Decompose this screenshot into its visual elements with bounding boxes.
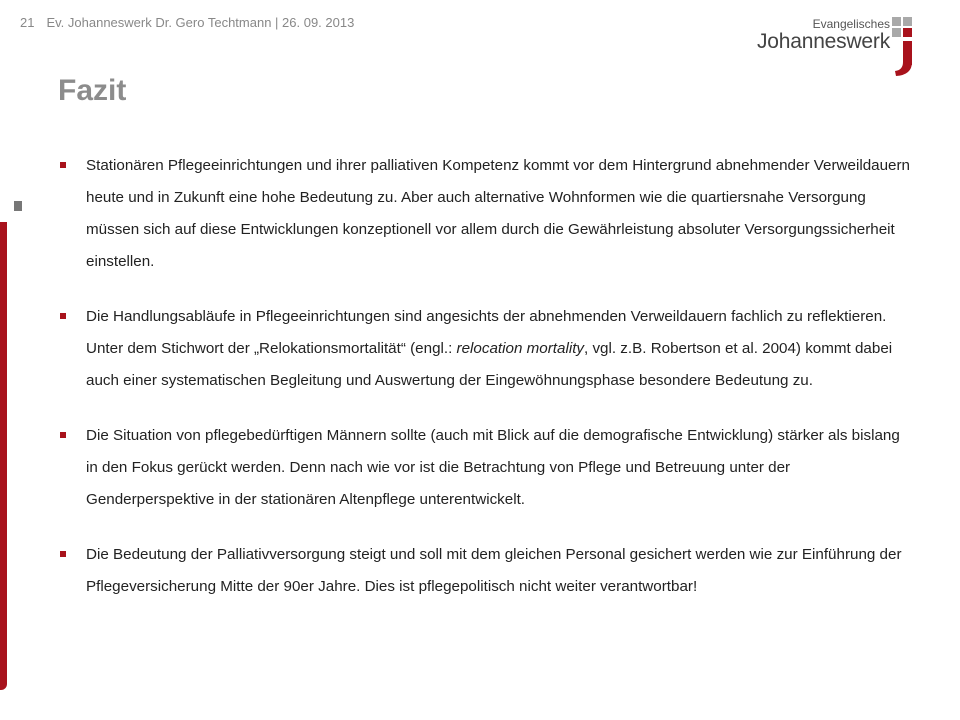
slide-header: [20, 15, 354, 30]
logo-line-johanneswerk: Johanneswerk: [756, 30, 890, 53]
page-title: Fazit: [58, 74, 127, 107]
bullet-text-italic-term: relocation mortality: [456, 340, 585, 357]
bullet-item: [60, 539, 910, 603]
bullet-text: Stationären Pflegeeinrichtungen und ihrer palliativen Kompetenz kommt vor dem Hintergrund abnehmender Verweildauern heute und in Zukunft eine hohe Bedeutung zu. Aber auch alternative Wohnformen wie die quartiersnahe Versorgung müssen sich auf diese Entwicklungen konzeptionell vor allem durch die Gewährleistung absoluter Versorgungssicherheit einstellen.: [86, 157, 910, 270]
bullet-item: [60, 420, 910, 516]
page-number: 21: [20, 15, 35, 30]
logo-line-evangelisches: Evangelisches: [812, 17, 890, 31]
bullet-list: [60, 150, 910, 626]
header-text: Ev. Johanneswerk Dr. Gero Techtmann | 26. 09. 2013: [46, 15, 355, 30]
bullet-marker: [60, 432, 66, 438]
bullet-item: [60, 301, 910, 397]
bullet-text: Die Bedeutung der Palliativversorgung steigt und soll mit dem gleichen Personal gesichert werden wie zur Einführung der Pflegeversicherung Mitte der 90er Jahre. Dies ist pflegepolitisch nicht weiter verantwortbar!: [86, 546, 902, 595]
left-accent-bar: [0, 222, 7, 690]
bullet-marker: [60, 551, 66, 557]
bullet-item: [60, 150, 910, 278]
left-marker-square: [14, 201, 22, 211]
bullet-text-start: Die Handlungsabläufe in Pflegeeinrichtungen sind angesichts der abnehmenden Verweildauern fachlich zu reflektieren. Unter dem Stichwort der „Relokationsmortalität“ (engl.:: [86, 308, 887, 357]
bullet-marker: [60, 313, 66, 319]
bullet-text: Die Situation von pflegebedürftigen Männern sollte (auch mit Blick auf die demografische Entwicklung) stärker als bislang in den Fokus gerückt werden. Denn nach wie vor ist die Betrachtung von Pflege und Betreuung unter der Genderperspektive in der stationären Altenpflege unterentwickelt.: [86, 427, 900, 508]
johanneswerk-logo: [756, 14, 932, 76]
bullet-text-end: , vgl. z.B. Robertson et al. 2004) kommt dabei auch einer systematischen Begleitung und Auswertung der Eingewöhnungsphase besondere Bedeutung zu.: [86, 340, 893, 389]
bullet-marker: [60, 162, 66, 168]
logo-mark-icon: [892, 17, 932, 77]
